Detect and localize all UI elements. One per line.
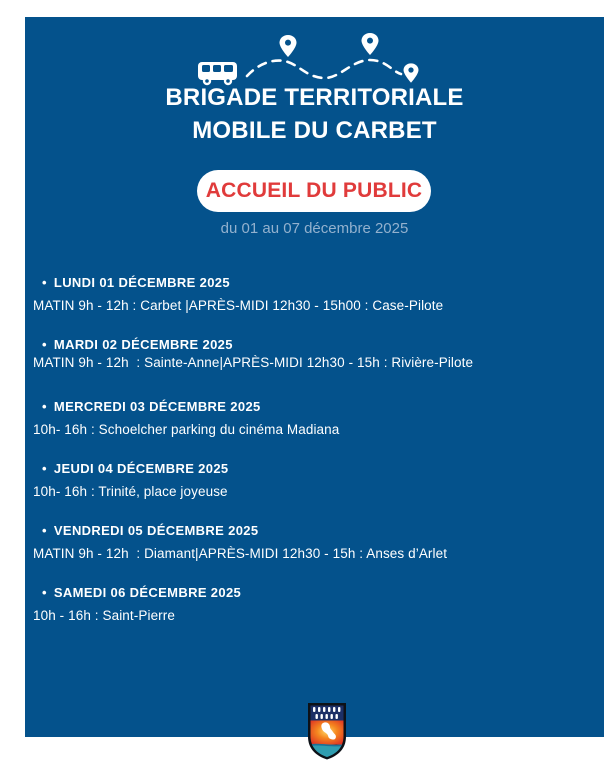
date-range: du 01 au 07 décembre 2025: [220, 220, 409, 237]
bullet-icon: •: [42, 523, 47, 538]
bullet-icon: •: [42, 585, 47, 600]
schedule-details: 10h- 16h : Trinité, place joyeuse: [33, 484, 228, 499]
schedule-details: MATIN 9h - 12h : Carbet |APRÈS-MIDI 12h30 - 15h00 : Case-Pilote: [33, 298, 444, 313]
schedule-day-row: [33, 457, 588, 480]
schedule-day: LUNDI 01 DÉCEMBRE 2025: [53, 275, 230, 290]
dashed-route: [247, 60, 401, 78]
schedule-item: [33, 519, 588, 565]
schedule-list: [33, 271, 588, 643]
title-line-1: BRIGADE TERRITORIALE: [165, 84, 464, 111]
bullet-icon: •: [42, 399, 47, 414]
schedule-day: MERCREDI 03 DÉCEMBRE 2025: [53, 399, 261, 414]
accueil-banner-label: ACCUEIL DU PUBLIC: [205, 179, 423, 202]
schedule-day: MARDI 02 DÉCEMBRE 2025: [53, 337, 233, 352]
page-title: [25, 81, 604, 147]
schedule-item: [33, 457, 588, 503]
schedule-day-row: [33, 519, 588, 542]
accueil-banner: [197, 170, 431, 212]
schedule-item: [33, 581, 588, 627]
schedule-item: [33, 333, 588, 374]
schedule-day-row: [33, 271, 588, 294]
route-illustration: [190, 28, 426, 88]
flyer-background: [25, 17, 604, 737]
schedule-details: MATIN 9h - 12h : Diamant|APRÈS-MIDI 12h30 - 15h : Anses d’Arlet: [33, 546, 448, 561]
schedule-day: JEUDI 04 DÉCEMBRE 2025: [53, 461, 229, 476]
schedule-item: [33, 395, 588, 441]
schedule-details: MATIN 9h - 12h : Sainte-Anne|APRÈS-MIDI 12h30 - 15h : Rivière-Pilote: [33, 355, 474, 370]
schedule-day: VENDREDI 05 DÉCEMBRE 2025: [53, 523, 259, 538]
schedule-day-row: [33, 581, 588, 604]
bullet-icon: •: [42, 461, 47, 476]
schedule-details: 10h- 16h : Schoelcher parking du cinéma Madiana: [33, 422, 340, 437]
bullet-icon: •: [42, 275, 47, 290]
martinique-crest-logo: [306, 701, 348, 761]
map-pin-icon: [404, 63, 419, 82]
schedule-day: SAMEDI 06 DÉCEMBRE 2025: [53, 585, 242, 600]
map-pin-icon: [280, 35, 297, 57]
map-pin-icon: [362, 33, 379, 55]
bullet-icon: •: [42, 337, 47, 352]
title-line-2: MOBILE DU CARBET: [192, 117, 437, 144]
schedule-item: [33, 271, 588, 317]
schedule-day-row: [33, 395, 588, 418]
schedule-details: 10h - 16h : Saint-Pierre: [33, 608, 175, 623]
